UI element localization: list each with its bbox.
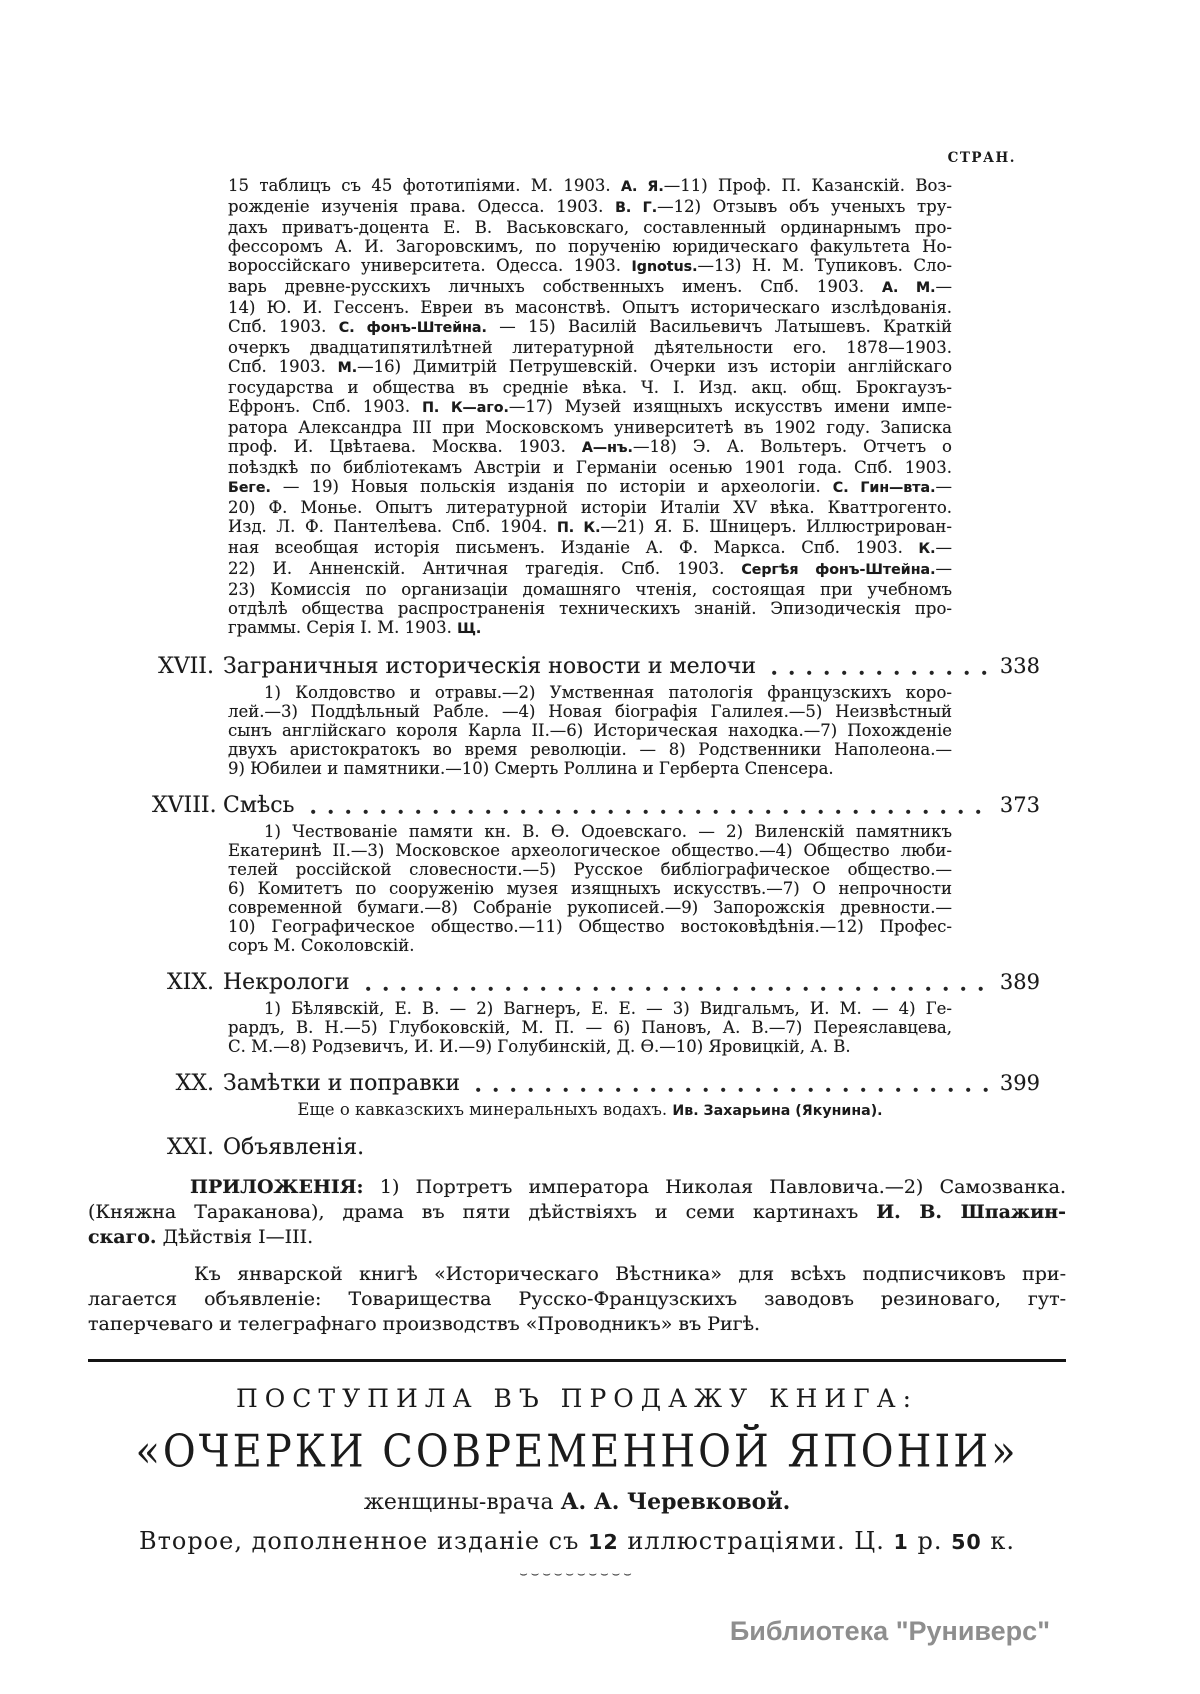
text-line: 1) Бѣлявскій, Е. В. — 2) Вагнеръ, Е. Е. — 3) Видгальмъ, И. М. — 4) Ге-	[264, 999, 952, 1018]
emphasized-text: К.	[918, 541, 936, 557]
text-line: 1) Чествованіе памяти кн. В. Ѳ. Одоевскаго. — 2) Виленскій памятникъ	[264, 822, 952, 841]
dot-leader	[772, 670, 988, 676]
appendix-paragraph	[88, 1175, 1066, 1250]
section-page-number: 338	[999, 654, 1040, 678]
book-page	[88, 0, 1066, 1582]
text-line: Беге. — 19) Новыя польскія изданія по исторіи и археологіи. С. Гин—вта.—	[228, 477, 952, 496]
emphasized-text: М.	[337, 360, 358, 376]
text-line: скаго. Дѣйствія I—III.	[88, 1226, 314, 1248]
dot-leader	[366, 986, 988, 992]
section-title: Некрологи	[223, 970, 350, 995]
book-advertisement	[88, 1384, 1066, 1582]
text-line: лей.—3) Поддѣльный Рабле. —4) Новая біографія Галилея.—5) Неизвѣстный	[228, 702, 952, 721]
toc-heading-xxi	[152, 1135, 1040, 1161]
text-line: рардъ, В. Н.—5) Глубоковскій, М. П. — 6) Пановъ, А. В.—7) Переяславцева,	[228, 1018, 952, 1037]
toc-subentries-xvii	[228, 683, 952, 778]
text-line: таперчеваго и телеграфнаго производствъ «Проводникъ» въ Ригѣ.	[88, 1313, 761, 1335]
text-line: 6) Комитетъ по сооруженію музея изящныхъ искусствъ.—7) О непрочности	[228, 879, 952, 898]
text-line: телей россійской словесности.—5) Русское библіографическое общество.—	[228, 860, 952, 879]
emphasized-text: А—нъ.	[581, 440, 633, 456]
text-line: (Княжна Тараканова), драма въ пяти дѣйствіяхъ и семи картинахъ И. В. Шпажин-	[88, 1201, 1066, 1223]
section-page-number: 373	[999, 793, 1040, 817]
text-line: С. М.—8) Родзевичъ, И. И.—9) Голубинскій, Д. Ѳ.—10) Яровицкій, А. В.	[228, 1037, 851, 1056]
emphasized-text: Беге.	[228, 480, 271, 496]
january-supplement-paragraph	[88, 1262, 1066, 1337]
ad-book-title: «ОЧЕРКИ СОВРЕМЕННОЙ ЯПОНІИ»	[135, 1426, 1019, 1478]
emphasized-text: 12	[588, 1530, 619, 1554]
dot-leader	[476, 1087, 988, 1093]
emphasized-text: И. В. Шпажин-	[876, 1201, 1066, 1223]
emphasized-text: ПРИЛОЖЕНІЯ:	[190, 1176, 364, 1198]
emphasized-text: П. К—аго.	[422, 400, 509, 416]
text-line: дахъ приватъ-доцента Е. В. Васьковскаго, составленный ординарнымъ про-	[228, 218, 952, 237]
section-title: Объявленія.	[223, 1135, 365, 1160]
emphasized-text: А. А. Черевковой.	[560, 1489, 791, 1515]
text-line: 14) Ю. И. Гессенъ. Евреи въ масонствѣ. Опытъ историческаго изслѣдованія.	[228, 298, 952, 317]
text-line: Къ январской книгѣ «Историческаго Вѣстника» для всѣхъ подписчиковъ при-	[194, 1263, 1066, 1285]
toc-heading-xviii	[152, 792, 1040, 819]
emphasized-text: А. Я.	[621, 179, 664, 195]
text-line: ратора Александра III при Московскомъ университетѣ въ 1902 году. Записка	[228, 418, 952, 437]
emphasized-text: скаго.	[88, 1226, 157, 1248]
text-line: Спб. 1903. М.—16) Димитрій Петрушевскій. Очерки изъ исторіи англійскаго	[228, 357, 952, 376]
text-line: 1) Колдовство и отравы.—2) Умственная патологія французскихъ коро-	[264, 683, 952, 702]
emphasized-text: П. К.	[556, 520, 601, 536]
text-line: проф. И. Цвѣтаева. Москва. 1903. А—нъ.—18) Э. А. Вольтеръ. Отчетъ о	[228, 437, 952, 456]
text-line: Спб. 1903. С. фонъ-Штейна. — 15) Василій Васильевичъ Латышевъ. Краткій	[228, 317, 953, 336]
emphasized-text: С. фонъ-Штейна.	[338, 320, 487, 336]
text-line: соръ М. Соколовскій.	[228, 936, 415, 955]
emphasized-text: Ив. Захарьина (Якунина).	[672, 1103, 883, 1119]
section-number: XXI.	[166, 1135, 214, 1160]
emphasized-text: 50	[951, 1530, 982, 1554]
emphasized-text: А. М.	[882, 280, 936, 296]
text-line: очеркъ двадцатипятилѣтней литературной дѣятельности его. 1878—1903.	[228, 338, 952, 357]
toc-subnote-xx: Еще о кавказскихъ минеральныхъ водахъ. Ив. Захарьина (Якунина).	[297, 1100, 883, 1119]
section-page-number: 389	[999, 970, 1040, 994]
ad-author-line: женщины-врача А. А. Черевковой.	[363, 1489, 791, 1515]
section-number: XVII.	[158, 654, 214, 679]
text-line: сынъ англійскаго короля Карла II.—6) Историческая находка.—7) Похожденіе	[228, 721, 952, 740]
text-line: фессоромъ А. И. Загоровскимъ, по порученію юридическаго факультета Но-	[228, 237, 952, 256]
text-line: 20) Ф. Монье. Опытъ литературной исторіи Италіи XV вѣка. Кваттрогенто.	[228, 498, 952, 517]
text-line: вороссійскаго университета. Одесса. 1903. Ignotus.—13) Н. М. Тупиковъ. Сло-	[228, 256, 952, 275]
column-header-pages-label: СТРАН.	[947, 150, 1016, 166]
text-line: 10) Географическое общество.—11) Общество востоковѣдѣнія.—12) Профес-	[228, 917, 952, 936]
toc-subentries-xix	[228, 999, 952, 1056]
text-line: ПРИЛОЖЕНІЯ: 1) Портретъ императора Николая Павловича.—2) Самозванка.	[190, 1176, 1066, 1198]
wavy-ornament: ⌣⌣⌣⌣⌣⌣⌣⌣⌣⌣	[519, 1567, 635, 1582]
emphasized-text: 1	[893, 1530, 909, 1554]
text-line: граммы. Серія I. М. 1903. Щ.	[228, 618, 482, 637]
text-line: современной бумаги.—8) Собраніе рукописей.—9) Запорожскія древности.—	[228, 898, 952, 917]
section-number: XVIII.	[152, 793, 217, 818]
horizontal-rule	[88, 1359, 1066, 1362]
dot-leader	[311, 809, 988, 815]
emphasized-text: Сергѣя фонъ-Штейна.	[741, 562, 936, 578]
section-number: XX.	[175, 1071, 214, 1096]
emphasized-text: С. Гин—вта.	[832, 480, 936, 496]
text-line: ная всеобщая исторія письменъ. Изданіе А. Ф. Маркса. Спб. 1903. К.—	[228, 538, 952, 557]
section-number: XIX.	[166, 970, 214, 995]
text-line: 15 таблицъ съ 45 фототипіями. М. 1903. А. Я.—11) Проф. П. Казанскій. Воз-	[228, 176, 952, 195]
bibliography-continuation-paragraph	[228, 176, 952, 639]
section-page-number: 399	[999, 1071, 1040, 1095]
text-line: двухъ аристократокъ во время революціи. — 8) Родственники Наполеона.—	[228, 740, 952, 759]
toc-heading-xx	[152, 1070, 1040, 1097]
text-line: Ефронъ. Спб. 1903. П. К—аго.—17) Музей изящныхъ искусствъ имени импе-	[228, 397, 952, 416]
text-line: варь древне-русскихъ личныхъ собственныхъ именъ. Спб. 1903. А. М.—	[228, 277, 952, 296]
ad-intro-line: ПОСТУПИЛА ВЪ ПРОДАЖУ КНИГА:	[235, 1384, 919, 1413]
toc-subentries-xviii	[228, 822, 952, 955]
emphasized-text: Ignotus.	[631, 259, 698, 275]
toc-heading-xvii	[152, 653, 1040, 680]
ad-edition-price-line: Второе, дополненное изданіе съ 12 иллюстраціями. Ц. 1 р. 50 к.	[138, 1527, 1016, 1555]
text-line: 23) Комиссія по организаціи домашняго чтенія, состоящая при учебномъ	[228, 580, 952, 599]
library-watermark: Библиотека "Руниверс"	[729, 1616, 1050, 1646]
text-line: 22) И. Анненскій. Античная трагедія. Спб. 1903. Сергѣя фонъ-Штейна.—	[228, 559, 952, 578]
emphasized-text: Щ.	[457, 621, 482, 637]
text-line: рожденіе изученія права. Одесса. 1903. В. Г.—12) Отзывъ объ ученыхъ тру-	[228, 197, 952, 216]
text-line: отдѣлѣ общества распространенія техническихъ знаній. Эпизодическія про-	[228, 599, 952, 618]
section-title: Замѣтки и поправки	[223, 1071, 461, 1096]
text-line: государства и общества въ средніе вѣка. Ч. I. Изд. акц. общ. Брокгаузъ-	[228, 378, 952, 397]
text-line: Изд. Л. Ф. Пантелѣева. Спб. 1904. П. К.—21) Я. Б. Шницеръ. Иллюстрирован-	[228, 517, 952, 536]
text-line: 9) Юбилеи и памятники.—10) Смерть Роллина и Герберта Спенсера.	[228, 759, 834, 778]
text-line: поѣздкѣ по библіотекамъ Австріи и Германіи осенью 1901 года. Спб. 1903.	[228, 458, 952, 477]
emphasized-text: В. Г.	[615, 200, 658, 216]
text-line: лагается объявленіе: Товарищества Русско-Французскихъ заводовъ резиноваго, гут-	[88, 1288, 1066, 1310]
section-title: Заграничныя историческія новости и мелочи	[223, 654, 757, 679]
text-line: Екатеринѣ II.—3) Московское археологическое общество.—4) Общество люби-	[228, 841, 952, 860]
toc-heading-xix	[152, 969, 1040, 996]
section-title: Смѣсь	[223, 793, 295, 818]
